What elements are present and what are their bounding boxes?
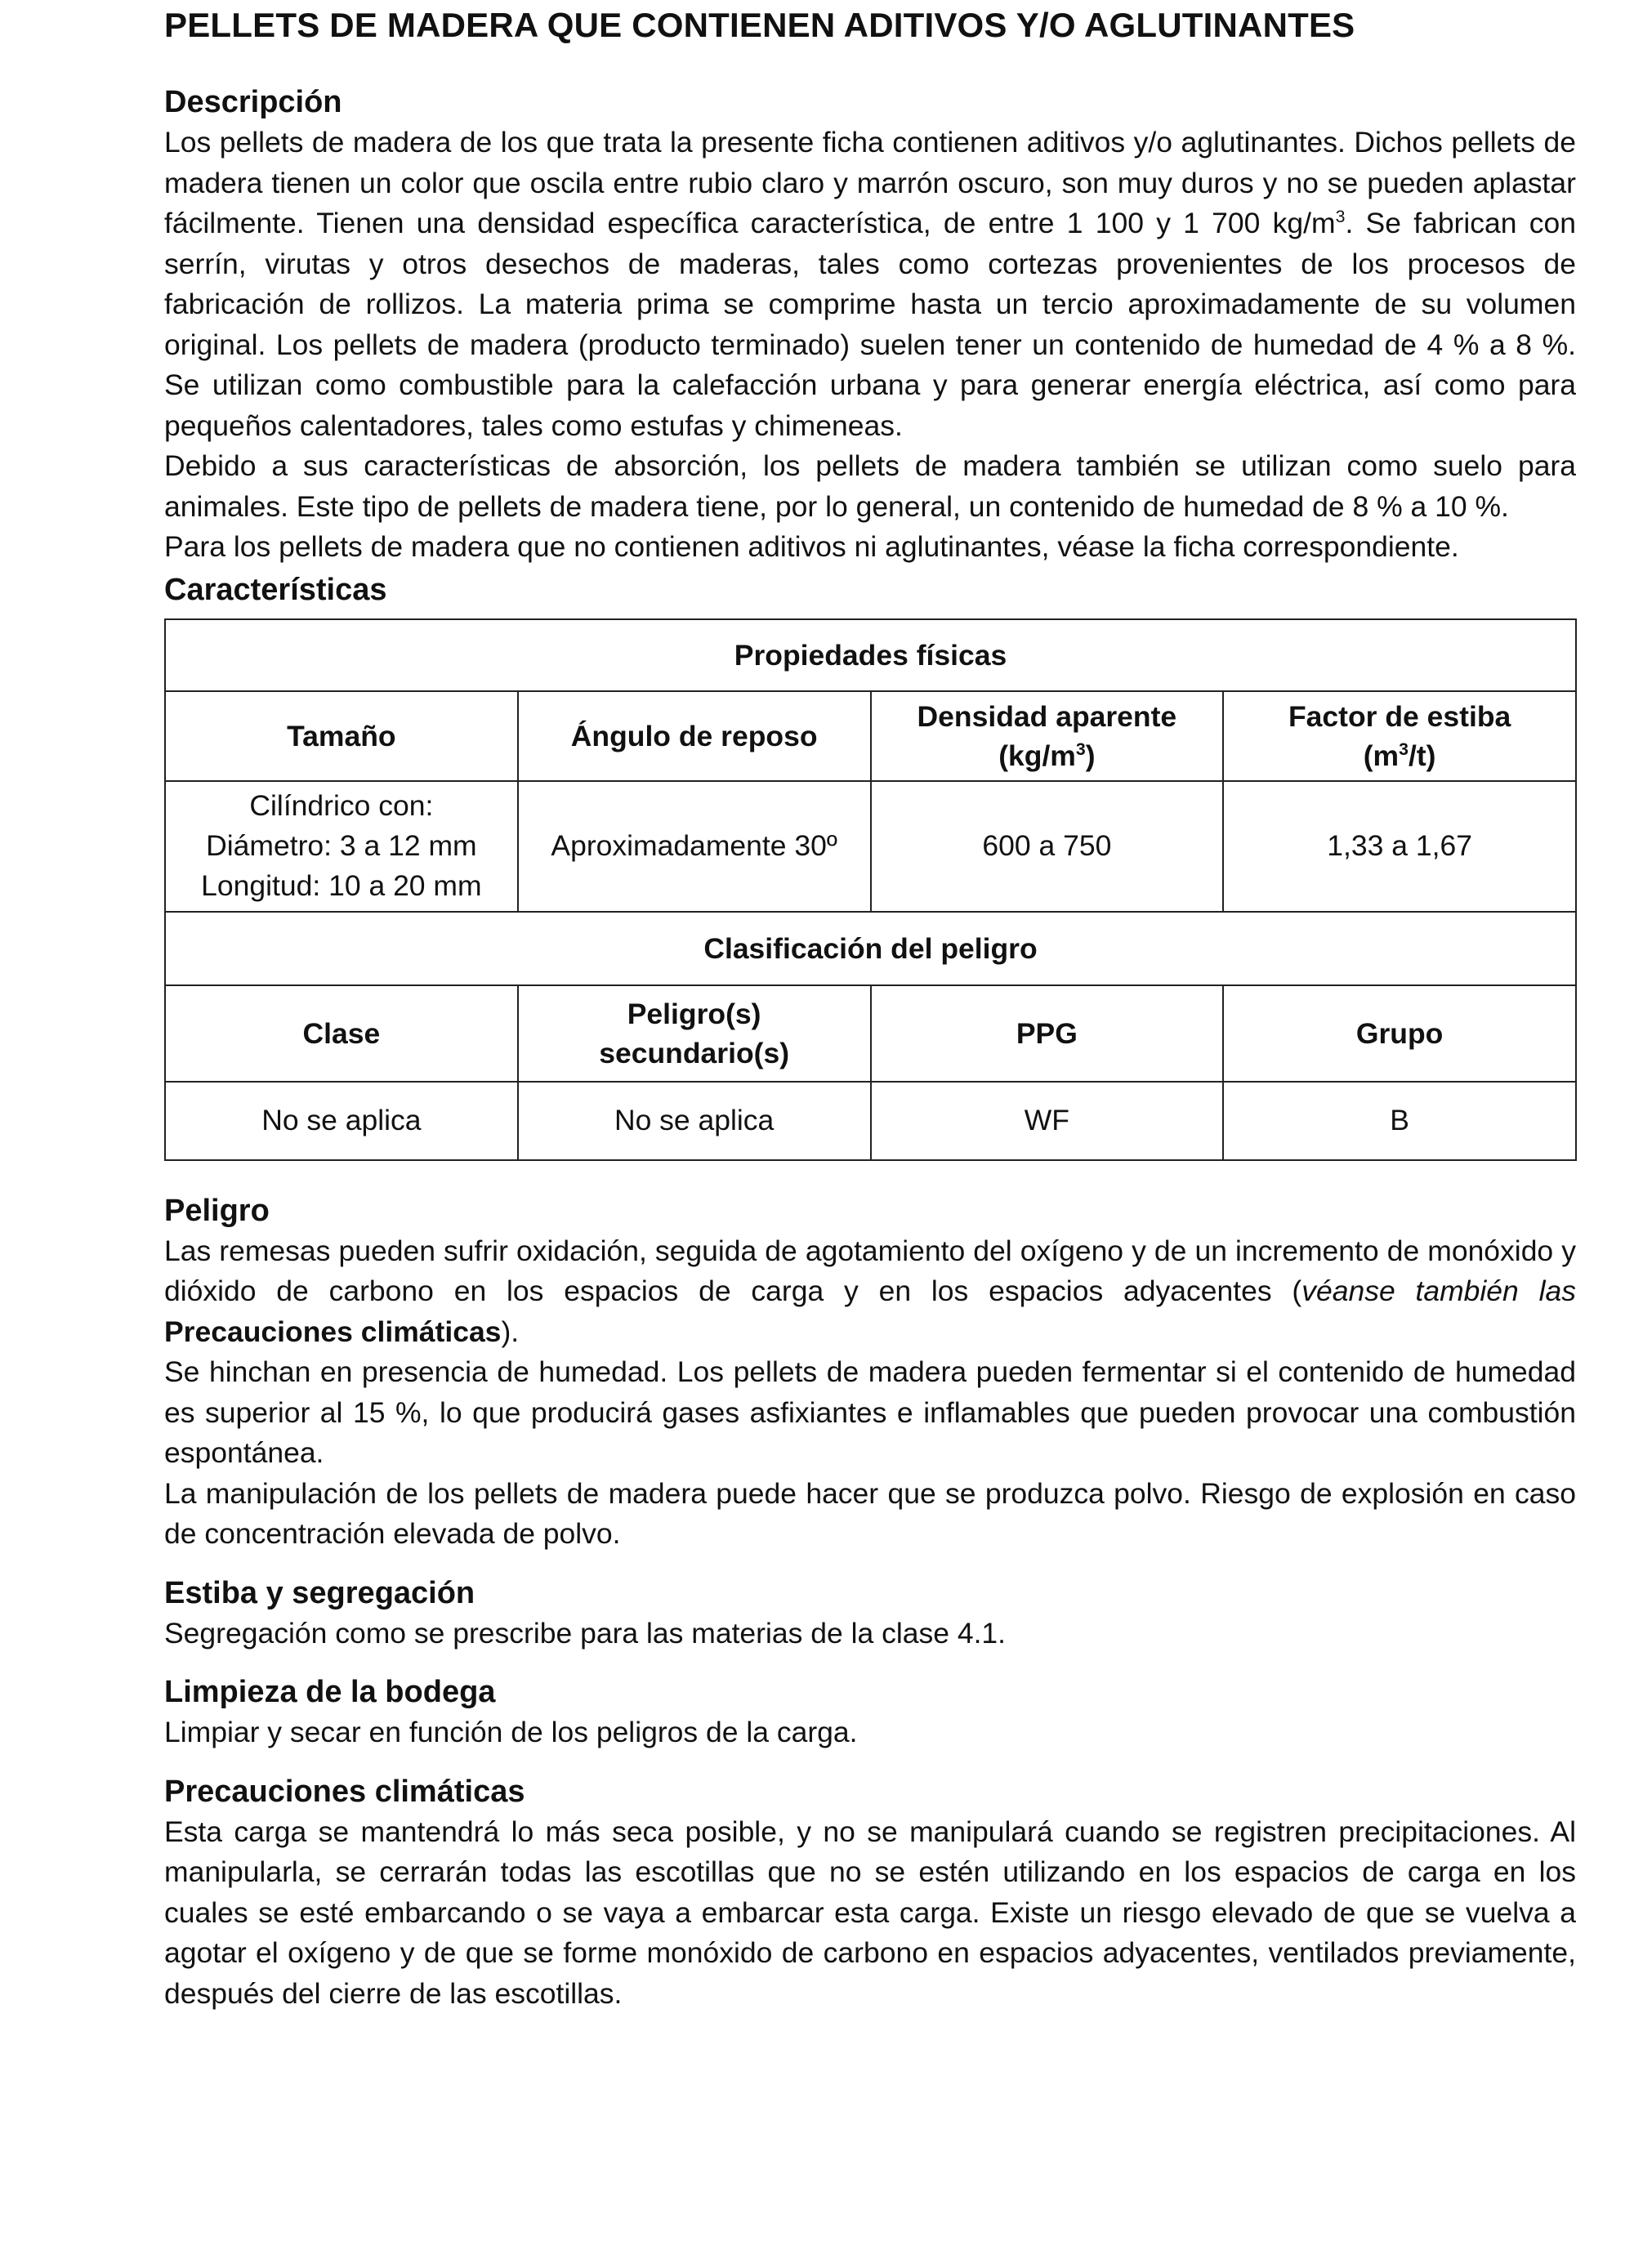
value-tamano — [165, 781, 518, 912]
peligro-p1-bold-reference: Precauciones climáticas — [164, 1315, 502, 1348]
descripcion-paragraph-2: Debido a sus características de absorción, los pellets de madera también se utilizan como suelo para animales. Este tipo de pellets de madera tiene, por lo general, un contenido de humedad de 8 % a 10 %. — [164, 449, 1576, 523]
document-title: PELLETS DE MADERA QUE CONTIENEN ADITIVOS Y/O AGLUTINANTES — [164, 6, 1355, 44]
tamano-line-3: Longitud: 10 a 20 mm — [201, 869, 482, 902]
header-factor-line-1: Factor de estiba — [1288, 699, 1511, 733]
table-row — [165, 781, 1576, 912]
value-angulo-reposo: Aproximadamente 30º — [518, 781, 871, 912]
header-peligro-line-1: Peligro(s) — [627, 997, 761, 1030]
peligro-heading: Peligro — [164, 1193, 270, 1228]
value-densidad-aparente: 600 a 750 — [871, 781, 1224, 912]
table-row — [165, 912, 1576, 985]
header-grupo: Grupo — [1223, 985, 1576, 1082]
propiedades-fisicas-title: Propiedades físicas — [165, 619, 1576, 691]
descripcion-paragraph-1 — [164, 123, 1576, 446]
peligro-paragraph-2: Se hinchan en presencia de humedad. Los pellets de madera pueden fermentar si el contenido de humedad es superior al 15 %, lo que producirá gases asfixiantes e inflamables que pueden provocar una combustión espontánea. — [164, 1355, 1576, 1469]
precauciones-paragraph: Esta carga se mantendrá lo más seca posible, y no se manipulará cuando se registren precipitaciones. Al manipularla, se cerrarán todas las escotillas que no se estén utilizando en los espacios de carga en los cuales se esté embarcando o se vaya a embarcar esta carga. Existe un riesgo elevado de que se vuelva a agotar el oxígeno y de que se forme monóxido de carbono en espacios adyacentes, ventilados previamente, después del cierre de las escotillas. — [164, 1815, 1576, 2010]
header-factor-superscript: 3 — [1399, 739, 1409, 759]
descripcion-paragraph-3: Para los pellets de madera que no contienen aditivos ni aglutinantes, véase la ficha correspondiente. — [164, 530, 1459, 563]
document-content — [164, 3, 1576, 2014]
header-factor-unit-a: (m — [1363, 739, 1400, 772]
peligro-paragraph-3: La manipulación de los pellets de madera puede hacer que se produzca polvo. Riesgo de explosión en caso de concentración elevada de polvo. — [164, 1476, 1576, 1550]
header-densidad-aparente — [871, 691, 1224, 781]
header-angulo-reposo: Ángulo de reposo — [518, 691, 871, 781]
estiba-heading: Estiba y segregación — [164, 1575, 475, 1610]
limpieza-heading: Limpieza de la bodega — [164, 1675, 496, 1709]
precauciones-heading: Precauciones climáticas — [164, 1774, 525, 1809]
clasificacion-peligro-title: Clasificación del peligro — [165, 912, 1576, 985]
limpieza-paragraph: Limpiar y secar en función de los peligros de la carga. — [164, 1716, 858, 1748]
caracteristicas-heading: Características — [164, 572, 387, 607]
tamano-line-2: Diámetro: 3 a 12 mm — [206, 829, 477, 862]
header-densidad-unit-c: ) — [1085, 739, 1096, 772]
table-row — [165, 1082, 1576, 1160]
value-ppg: WF — [871, 1082, 1224, 1160]
header-factor-estiba — [1223, 691, 1576, 781]
header-densidad-line-1: Densidad aparente — [917, 699, 1177, 733]
peligro-paragraph-1 — [164, 1231, 1576, 1353]
peligro-p1-end: ). — [501, 1315, 520, 1348]
header-clase: Clase — [165, 985, 518, 1082]
header-densidad-unit-a: (kg/m — [998, 739, 1076, 772]
descripcion-p1-text-a: Los pellets de madera de los que trata la presente ficha contienen aditivos y/o aglutinantes. Dichos pellets de madera tienen un color que oscila entre rubio claro y marrón oscuro, son muy duros y no se pueden aplastar fácilmente. Tienen una densidad específica característica, de entre 1 100 y 1 700 kg/m — [164, 126, 1576, 239]
header-densidad-superscript: 3 — [1075, 739, 1086, 759]
table-row — [165, 985, 1576, 1082]
header-ppg: PPG — [871, 985, 1224, 1082]
header-tamano: Tamaño — [165, 691, 518, 781]
value-factor-estiba: 1,33 a 1,67 — [1223, 781, 1576, 912]
table-row — [165, 691, 1576, 781]
peligro-p1-text: Las remesas pueden sufrir oxidación, seguida de agotamiento del oxígeno y de un incremento de monóxido y dióxido de carbono en los espacios de carga y en los espacios adyacentes ( — [164, 1234, 1576, 1307]
descripcion-p1-text-b: . Se fabrican con serrín, virutas y otros desechos de maderas, tales como cortezas provenientes de los procesos de fabricación de rollizos. La materia prima se comprime hasta un tercio aproximadamente de su volumen original. Los pellets de madera (producto terminado) suelen tener un contenido de humedad de 4 % a 8 %. Se utilizan como combustible para la calefacción urbana y para generar energía eléctrica, así como para pequeños calentadores, tales como estufas y chimeneas. — [164, 207, 1576, 442]
value-clase: No se aplica — [165, 1082, 518, 1160]
caracteristicas-table — [164, 618, 1577, 1161]
peligro-p1-italic: véanse también las — [1301, 1275, 1576, 1307]
header-peligro-secundario — [518, 985, 871, 1082]
descripcion-p1-superscript: 3 — [1335, 207, 1346, 227]
descripcion-heading: Descripción — [164, 85, 342, 119]
estiba-paragraph: Segregación como se prescribe para las materias de la clase 4.1. — [164, 1616, 1007, 1650]
table-row — [165, 619, 1576, 691]
value-peligro-secundario: No se aplica — [518, 1082, 871, 1160]
tamano-line-1: Cilíndrico con: — [249, 789, 434, 822]
value-grupo: B — [1223, 1082, 1576, 1160]
header-factor-unit-c: /t) — [1408, 739, 1436, 772]
header-peligro-line-2: secundario(s) — [599, 1036, 790, 1069]
